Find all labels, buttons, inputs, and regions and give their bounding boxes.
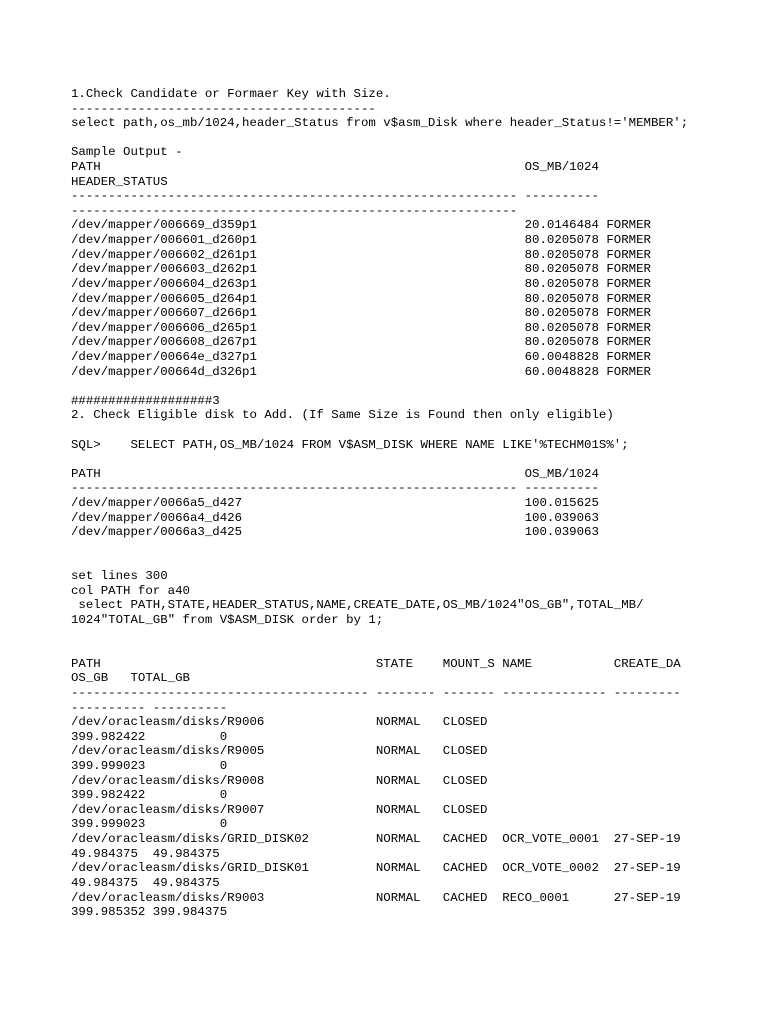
text-line: /dev/mapper/006603_d262p1 80.0205078 FORMER [71, 262, 651, 277]
text-line: 399.999023 0 [71, 759, 228, 774]
text-line: Sample Output - [71, 145, 183, 160]
text-line: /dev/mapper/0066a5_d427 100.015625 [71, 496, 599, 511]
text-line: HEADER_STATUS [71, 174, 168, 189]
text-line: 399.982422 0 [71, 729, 228, 744]
text-line: OS_GB TOTAL_GB [71, 671, 190, 686]
text-line: /dev/oracleasm/disks/R9008 NORMAL CLOSED [71, 773, 488, 788]
text-line: /dev/mapper/006605_d264p1 80.0205078 FORMER [71, 291, 651, 306]
text-line: /dev/mapper/006606_d265p1 80.0205078 FORMER [71, 320, 651, 335]
text-line: /dev/oracleasm/disks/R9005 NORMAL CLOSED [71, 744, 488, 759]
text-line: /dev/oracleasm/disks/GRID_DISK01 NORMAL CACHED OCR_VOTE_0002 27-SEP-19 [71, 861, 681, 876]
text-line: ------------------------------------------------------------ ---------- [71, 481, 599, 496]
text-line: col PATH for a40 [71, 583, 190, 598]
text-line: ----------------------------------------- [71, 101, 376, 116]
document-text [71, 87, 761, 920]
text-line: select path,os_mb/1024,header_Status from v$asm_Disk where header_Status!='MEMBER'; [71, 116, 689, 131]
text-line: select PATH,STATE,HEADER_STATUS,NAME,CREATE_DATE,OS_MB/1024"OS_GB",TOTAL_MB/ [71, 598, 644, 613]
text-line: ------------------------------------------------------------ [71, 203, 518, 218]
text-line: PATH OS_MB/1024 [71, 466, 599, 481]
text-line: /dev/mapper/00664e_d327p1 60.0048828 FORMER [71, 349, 651, 364]
text-line: /dev/oracleasm/disks/R9007 NORMAL CLOSED [71, 802, 488, 817]
text-line: ###################3 [71, 393, 220, 408]
text-line: /dev/mapper/006669_d359p1 20.0146484 FORMER [71, 218, 651, 233]
text-line [71, 555, 761, 570]
text-line: 1.Check Candidate or Formaer Key with Size. [71, 87, 391, 101]
text-line: /dev/mapper/006602_d261p1 80.0205078 FORMER [71, 247, 651, 262]
text-line: /dev/mapper/0066a4_d426 100.039063 [71, 510, 599, 525]
text-line [71, 131, 761, 146]
text-line: PATH OS_MB/1024 [71, 160, 599, 175]
text-line [71, 628, 761, 643]
text-line: /dev/oracleasm/disks/GRID_DISK02 NORMAL CACHED OCR_VOTE_0001 27-SEP-19 [71, 832, 681, 847]
text-line: ---------------------------------------- -------- ------- -------------- --------- [71, 685, 681, 700]
text-line: 399.982422 0 [71, 788, 228, 803]
text-line: 1024"TOTAL_GB" from V$ASM_DISK order by 1; [71, 612, 384, 627]
text-line: ------------------------------------------------------------ ---------- [71, 189, 599, 204]
text-line: ---------- ---------- [71, 700, 228, 715]
text-line [71, 540, 761, 555]
text-line: SQL> SELECT PATH,OS_MB/1024 FROM V$ASM_DISK WHERE NAME LIKE'%TECHM01S%'; [71, 437, 629, 452]
text-line: /dev/oracleasm/disks/R9003 NORMAL CACHED RECO_0001 27-SEP-19 [71, 890, 681, 905]
text-line: /dev/mapper/006604_d263p1 80.0205078 FORMER [71, 276, 651, 291]
text-line: /dev/mapper/006608_d267p1 80.0205078 FORMER [71, 335, 651, 350]
text-line: 49.984375 49.984375 [71, 875, 220, 890]
text-line: PATH STATE MOUNT_S NAME CREATE_DA [71, 656, 681, 671]
text-line: 399.999023 0 [71, 817, 228, 832]
text-line [71, 452, 761, 467]
text-line: /dev/oracleasm/disks/R9006 NORMAL CLOSED [71, 715, 488, 730]
text-line: 399.985352 399.984375 [71, 905, 228, 920]
text-line: set lines 300 [71, 569, 168, 584]
text-line: 49.984375 49.984375 [71, 846, 220, 861]
text-line: 2. Check Eligible disk to Add. (If Same Size is Found then only eligible) [71, 408, 614, 423]
text-line: /dev/mapper/006607_d266p1 80.0205078 FORMER [71, 306, 651, 321]
text-line [71, 642, 761, 657]
text-line: /dev/mapper/00664d_d326p1 60.0048828 FORMER [71, 364, 651, 379]
text-line: /dev/mapper/006601_d260p1 80.0205078 FORMER [71, 233, 651, 248]
text-line: /dev/mapper/0066a3_d425 100.039063 [71, 525, 599, 540]
text-line [71, 379, 761, 394]
text-line [71, 423, 761, 438]
